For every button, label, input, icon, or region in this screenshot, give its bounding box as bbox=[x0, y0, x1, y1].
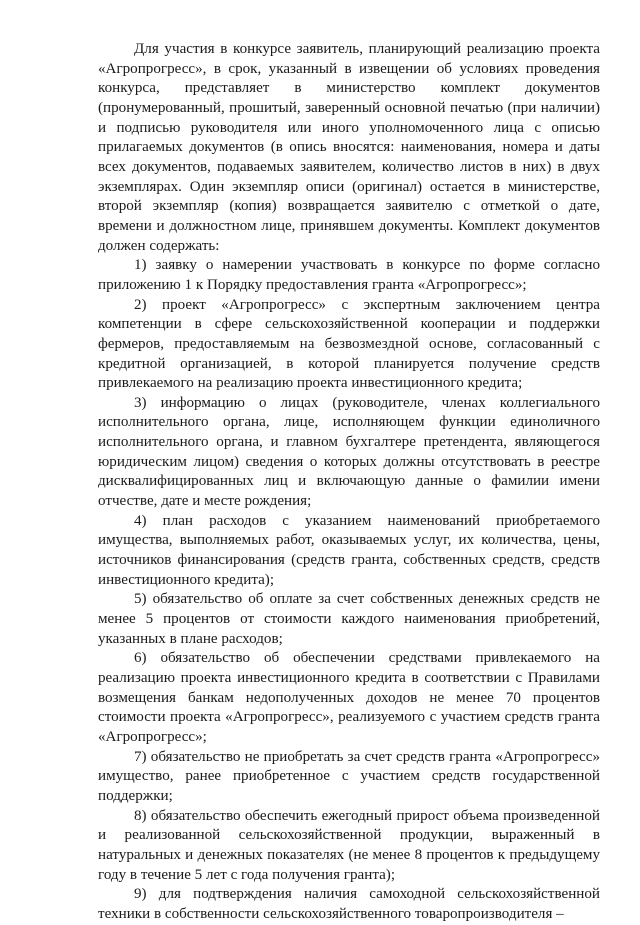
document-body bbox=[98, 40, 600, 925]
list-item-9: 9) для подтверждения наличия самоходной сельскохозяйственной техники в собственности сельскохозяйственного товаропроизводителя – bbox=[98, 886, 600, 922]
list-item-4: 4) план расходов с указанием наименований приобретаемого имущества, выполняемых работ, оказываемых услуг, их количества, цены, источников финансирования (средств гранта, собственных средств, средств инвестиционного кредита); bbox=[98, 512, 600, 588]
intro-paragraph: Для участия в конкурсе заявитель, планирующий реализацию проекта «Агропрогресс», в срок, указанный в извещении об условиях проведения конкурса, представляет в министерство комплект документов (пронумерованный, прошитый, заверенный основной печатью (при наличии) и подписью руководителя или иного уполномоченного лица с описью прилагаемых документов (в опись вносятся: наименования, номера и даты всех документов, подаваемых заявителем, количество листов в них) в двух экземплярах. Один экземпляр описи (оригинал) остается в министерстве, второй экземпляр (копия) возвращается заявителю с отметкой о дате, времени и должностном лице, принявшем документы. Комплект документов должен содержать: bbox=[98, 41, 600, 254]
list-item-7: 7) обязательство не приобретать за счет средств гранта «Агропрогресс» имущество, ранее приобретенное с участием средств государственной поддержки; bbox=[98, 748, 600, 804]
list-item-3: 3) информацию о лицах (руководителе, членах коллегиального исполнительного органа, лице, исполняющем функции единоличного исполнительного органа, и главном бухгалтере претендента, являющегося юридическим лицом) сведения о которых должны отсутствовать в реестре дисквалифицированных лиц и включающую данные о фамилии имени отчестве, дате и месте рождения; bbox=[98, 394, 600, 510]
list-item-6: 6) обязательство об обеспечении средствами привлекаемого на реализацию проекта инвестиционного кредита в соответствии с Правилами возмещения банкам недополученных доходов не менее 70 процентов стоимости проекта «Агропрогресс», реализуемого с участием средств гранта «Агропрогресс»; bbox=[98, 650, 600, 745]
list-item-1: 1) заявку о намерении участвовать в конкурсе по форме согласно приложению 1 к Порядку предоставления гранта «Агропрогресс»; bbox=[98, 257, 600, 293]
list-item-5: 5) обязательство об оплате за счет собственных денежных средств не менее 5 процентов от стоимости каждого наименования приобретений, указанных в плане расходов; bbox=[98, 591, 600, 647]
list-item-8: 8) обязательство обеспечить ежегодный прирост объема произведенной и реализованной сельскохозяйственной продукции, выраженный в натуральных и денежных показателях (не менее 8 процентов к предыдущему году в течение 5 лет с года получения гранта); bbox=[98, 807, 600, 883]
list-item-2: 2) проект «Агропрогресс» с экспертным заключением центра компетенции в сфере сельскохозяйственной кооперации и поддержки фермеров, предоставляемым на безвозмездной основе, согласованный с кредитной организацией, в которой планируется получение средств привлекаемого на реализацию проекта инвестиционного кредита; bbox=[98, 296, 600, 392]
